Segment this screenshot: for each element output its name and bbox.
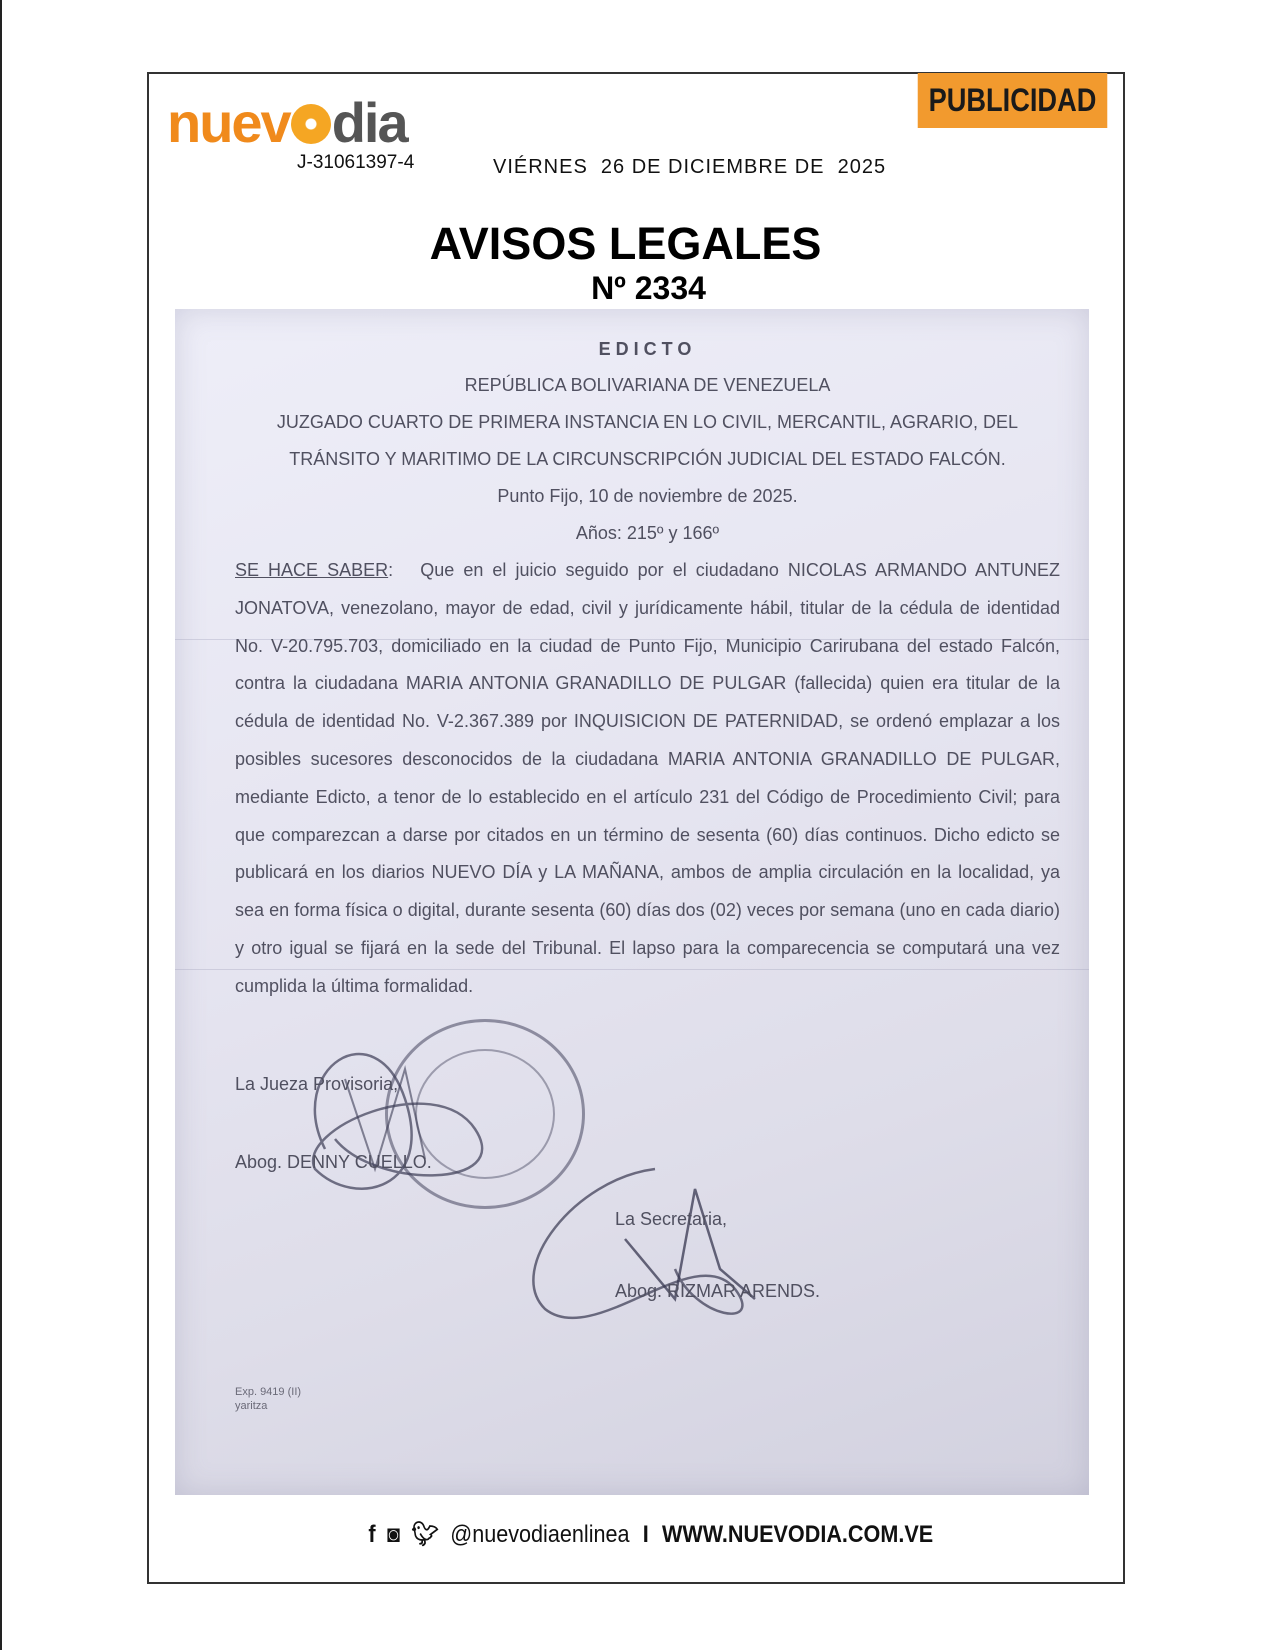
logo-text-dia: dia <box>331 91 407 154</box>
court-line-2: TRÁNSITO Y MARITIMO DE LA CIRCUNSCRIPCIÓN JUDICIAL DEL ESTADO FALCÓN. <box>289 449 1006 469</box>
expediente-note <box>235 1385 301 1413</box>
aviso-number <box>0 270 1275 307</box>
se-hace-saber: SE HACE SABER <box>235 560 389 580</box>
jueza-name: Abog. DENNY CUELLO. <box>235 1152 432 1172</box>
edicto-document-photo <box>175 309 1089 1495</box>
place-date: Punto Fijo, 10 de noviembre de 2025. <box>497 486 798 506</box>
signatures-drawing <box>175 309 1089 1495</box>
publication-date: VIÉRNES 26 DE DICIEMBRE DE 2025 <box>493 156 887 178</box>
edicto-heading: EDICTO <box>598 339 697 359</box>
footer-inner <box>368 1520 933 1549</box>
page-title-text: AVISOS LEGALES <box>429 218 822 269</box>
secretaria-name: Abog. RIZMAR ARENDS. <box>615 1281 821 1301</box>
publicidad-badge <box>918 73 1108 128</box>
edicto-body-text: : Que en el juicio seguido por el ciudadano NICOLAS ARMANDO ANTUNEZ JONATOVA, venezolano, mayor de edad, civil y jurídicamente hábil, titular de la cédula de identidad No. V-20.795.703, domiciliado en la ciudad de Punto Fijo, Municipio Carirubana del estado Falcón, contra la ciudadana MARIA ANTONIA GRANADILLO DE PULGAR (fallecida) quien era titular de la cédula de identidad No. V-2.367.389 por INQUISICION DE PATERNIDAD, se ordenó emplazar a los posibles sucesores desconocidos de la ciudadana MARIA ANTONIA GRANADILLO DE PULGAR, mediante Edicto, a tenor de lo establecido en el artículo 231 del Código de Procedimiento Civil; para que comparezcan a darse por citados en un término de sesenta (60) días continuos. Dicho edicto se publicará en los diarios NUEVO DÍA y LA MAÑANA, ambos de amplia circulación en la localidad, ya sea en forma física o digital, durante sesenta (60) días dos (02) veces por semana (uno en cada diario) y otro igual se fijará en la sede del Tribunal. El lapso para la comparecencia se computará una vez cumplida la última formalidad. <box>235 560 1066 996</box>
court-line-1: JUZGADO CUARTO DE PRIMERA INSTANCIA EN LO CIVIL, MERCANTIL, AGRARIO, DEL <box>276 412 1019 432</box>
website-link[interactable]: WWW.NUEVODIA.COM.VE <box>661 1521 933 1548</box>
typist-initials: yaritza <box>235 1400 268 1412</box>
footer <box>0 1520 1275 1549</box>
social-handle[interactable]: @nuevodiaenlinea <box>449 1521 630 1548</box>
sun-icon <box>291 104 331 144</box>
aviso-number-text: Nº 2334 <box>591 270 706 306</box>
rif-number: J-31061397-4 <box>297 152 415 173</box>
instagram-icon[interactable]: ◙ <box>386 1521 400 1548</box>
footer-separator: I <box>642 1521 649 1548</box>
facebook-icon[interactable]: f <box>368 1521 376 1548</box>
expediente-number: Exp. 9419 (II) <box>235 1386 302 1398</box>
publicidad-label: PUBLICIDAD <box>928 82 1097 118</box>
page-title <box>0 218 1275 270</box>
logo-text-nuev: nuev <box>167 91 290 154</box>
nuevodia-logo <box>167 91 407 154</box>
republic-line: REPÚBLICA BOLIVARIANA DE VENEZUELA <box>464 375 831 395</box>
secretaria-label: La Secretaria, <box>615 1209 728 1229</box>
jueza-label: La Jueza Provisoria, <box>235 1074 399 1094</box>
years-line: Años: 215º y 166º <box>575 523 720 543</box>
twitter-icon[interactable]: 🐦︎ <box>411 1521 439 1548</box>
